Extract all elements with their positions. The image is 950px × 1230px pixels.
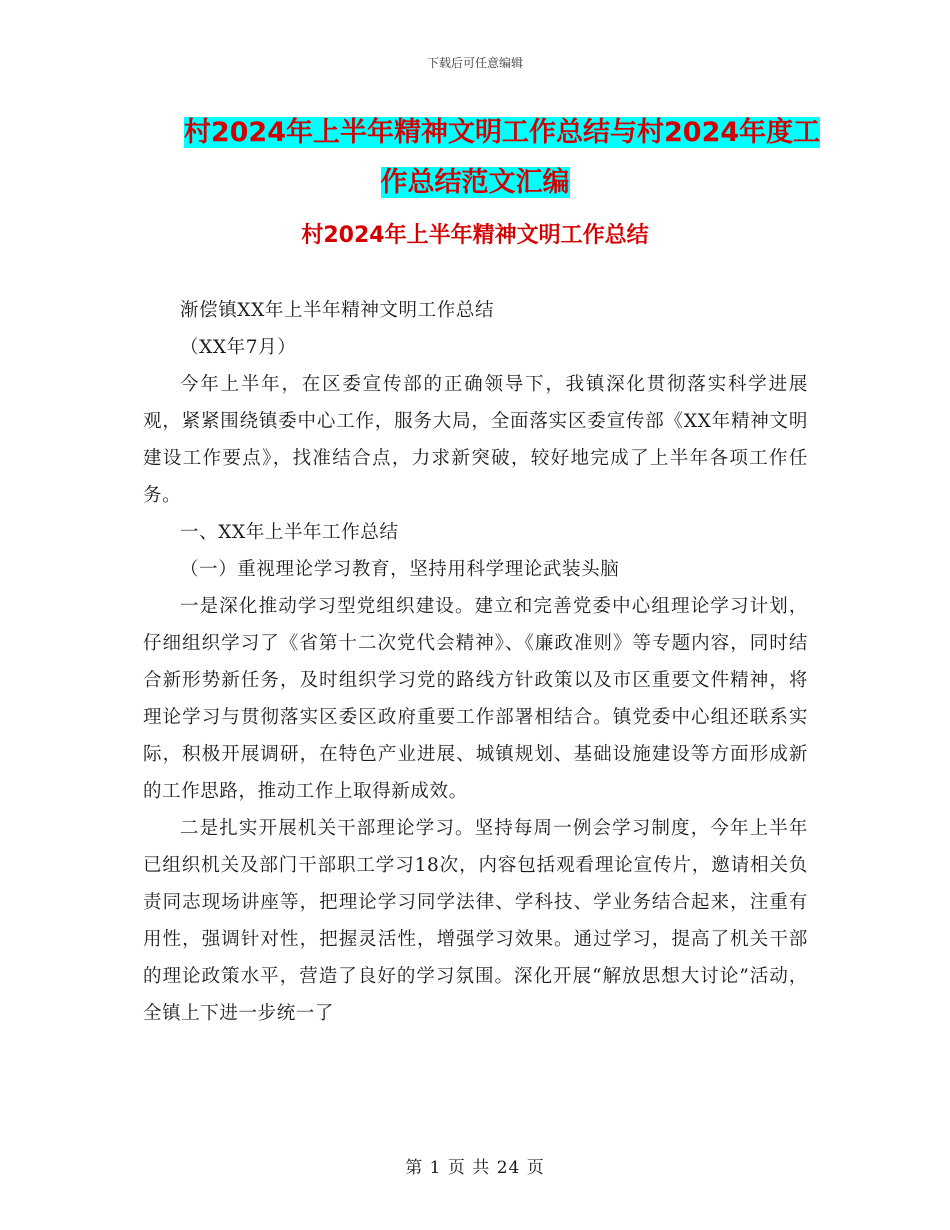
body-paragraph: 今年上半年，在区委宣传部的正确领导下，我镇深化贯彻落实科学进展观，紧紧围绕镇委中心工作，服务大局，全面落实区委宣传部《XX年精神文明建设工作要点》，找准结合点，力求新突破，较好地完成了上半年各项工作任务。 [143, 374, 808, 506]
body-paragraph: 一是深化推动学习型党组织建设。建立和完善党委中心组理论学习计划，仔细组织学习了《省第十二次党代会精神》、《廉政准则》等专题内容，同时结合新形势新任务，及时组织学习党的路线方针政策以及市区重要文件精神，将理论学习与贯彻落实区委区政府重要工作部署相结合。镇党委中心组还联系实际，积极开展调研，在特色产业进展、城镇规划、基础设施建设等方面形成新的工作思路，推动工作上取得新成效。 [143, 596, 808, 802]
body-paragraph: （一）重视理论学习教育，坚持用科学理论武装头脑 [180, 559, 620, 580]
body-paragraph: 二是扎实开展机关干部理论学习。坚持每周一例会学习制度，今年上半年已组织机关及部门干部职工学习18次，内容包括观看理论宣传片，邀请相关负责同志现场讲座等，把理论学习同学法律、学科技、学业务结合起来，注重有用性，强调针对性，把握灵活性，增强学习效果。通过学习，提高了机关干部的理论政策水平，营造了良好的学习氛围。深化开展“解放思想大讨论”活动，全镇上下进一步统一了 [143, 818, 808, 1024]
body-paragraph: 渐偿镇XX年上半年精神文明工作总结 [180, 300, 495, 321]
page-number-footer: 第 1 页 共 24 页 [405, 1158, 545, 1178]
document-title [0, 108, 950, 208]
document-title-line-1: 村2024年上半年精神文明工作总结与村2024年度工 [183, 117, 821, 148]
document-title-line-2: 作总结范文汇编 [380, 167, 570, 198]
body-paragraph: 一、XX年上半年工作总结 [180, 522, 399, 543]
page-header-note: 下载后可任意编辑 [426, 56, 523, 70]
section-title: 村2024年上半年精神文明工作总结 [301, 223, 649, 248]
body-paragraph: （XX年7月） [180, 337, 297, 358]
document-body [143, 292, 808, 1032]
